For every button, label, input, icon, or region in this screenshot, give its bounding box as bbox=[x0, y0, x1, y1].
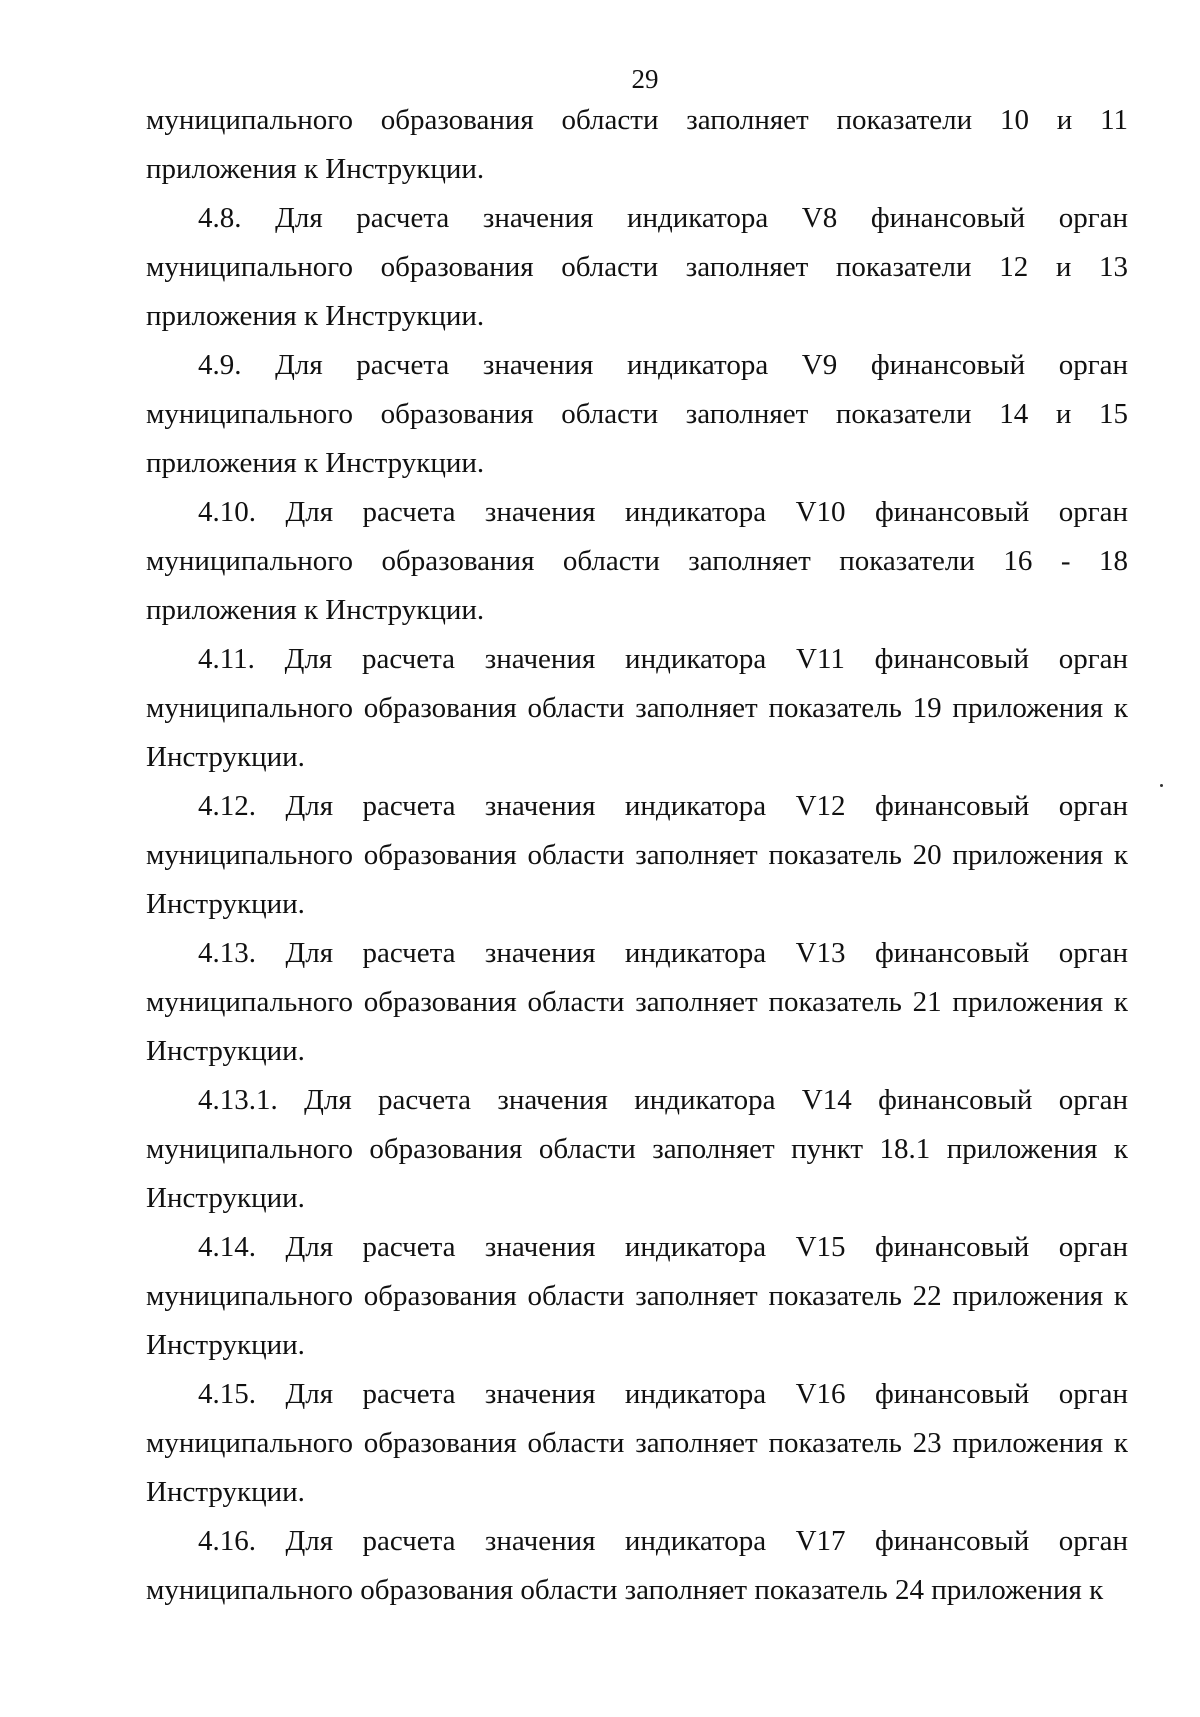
paragraph-4-9: 4.9. Для расчета значения индикатора V9 финансовый орган муниципального образования области заполняет показатели 14 и 15 приложения к Инструкции. bbox=[146, 349, 1128, 479]
document-body bbox=[146, 96, 1128, 1615]
paragraph-continuation: муниципального образования области заполняет показатели 10 и 11 приложения к Инструкции. bbox=[146, 104, 1128, 185]
paragraph-4-11: 4.11. Для расчета значения индикатора V11 финансовый орган муниципального образования области заполняет показатель 19 приложения к Инструкции. bbox=[146, 643, 1128, 773]
paragraph-4-15: 4.15. Для расчета значения индикатора V16 финансовый орган муниципального образования области заполняет показатель 23 приложения к Инструкции. bbox=[146, 1378, 1128, 1508]
paragraph-4-14: 4.14. Для расчета значения индикатора V15 финансовый орган муниципального образования области заполняет показатель 22 приложения к Инструкции. bbox=[146, 1231, 1128, 1361]
paragraph-4-13: 4.13. Для расчета значения индикатора V13 финансовый орган муниципального образования области заполняет показатель 21 приложения к Инструкции. bbox=[146, 937, 1128, 1067]
paragraph-4-10: 4.10. Для расчета значения индикатора V10 финансовый орган муниципального образования области заполняет показатели 16 - 18 приложения к Инструкции. bbox=[146, 496, 1128, 626]
scan-artifact-dot bbox=[1160, 784, 1163, 787]
paragraph-4-13-1: 4.13.1. Для расчета значения индикатора V14 финансовый орган муниципального образования области заполняет пункт 18.1 приложения к Инструкции. bbox=[146, 1084, 1128, 1214]
page-number: 29 bbox=[631, 64, 659, 94]
paragraph-4-16: 4.16. Для расчета значения индикатора V17 финансовый орган муниципального образования области заполняет показатель 24 приложения к bbox=[146, 1525, 1128, 1606]
paragraph-4-12: 4.12. Для расчета значения индикатора V12 финансовый орган муниципального образования области заполняет показатель 20 приложения к Инструкции. bbox=[146, 790, 1128, 920]
paragraph-4-8: 4.8. Для расчета значения индикатора V8 финансовый орган муниципального образования области заполняет показатели 12 и 13 приложения к Инструкции. bbox=[146, 202, 1128, 332]
